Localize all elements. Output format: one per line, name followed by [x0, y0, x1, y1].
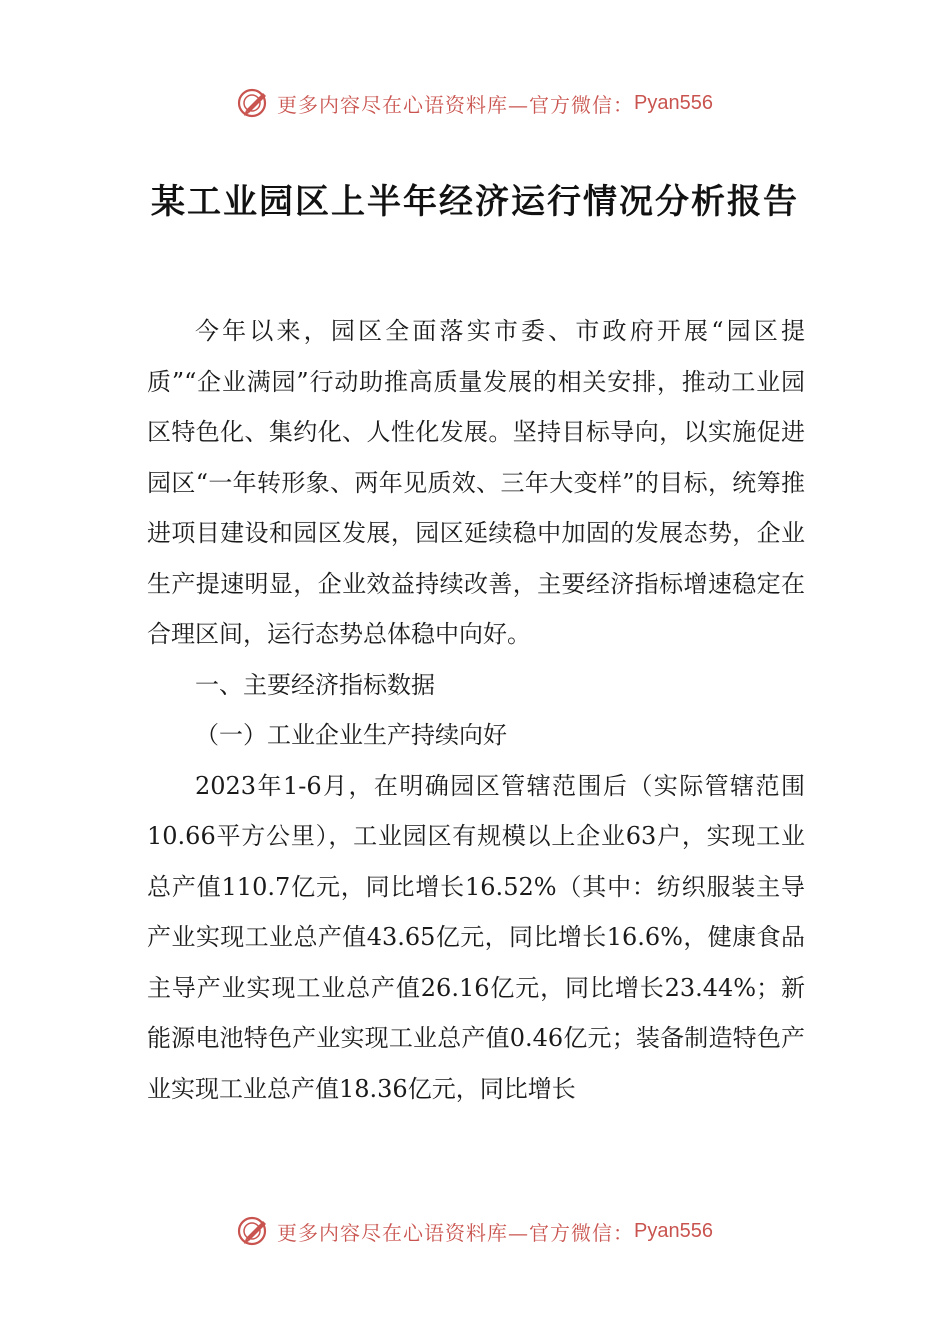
watermark-text: 更多内容尽在心语资料库—官方微信：	[277, 92, 635, 117]
pen-logo-icon	[237, 86, 271, 120]
document-title: 某工业园区上半年经济运行情况分析报告	[151, 182, 799, 222]
intro-paragraph: 今年以来，园区全面落实市委、市政府开展“园区提质”“企业满园”行动助推高质量发展的相关安排，推动工业园区特色化、集约化、人性化发展。坚持目标导向，以实施促进园区“一年转形象、两年见质效、三年大变样”的目标，统筹推进项目建设和园区发展，园区延续稳中加固的发展态势，企业生产提速明显，企业效益持续改善，主要经济指标增速稳定在合理区间，运行态势总体稳中向好。	[147, 317, 805, 648]
watermark-banner-top	[0, 83, 950, 123]
section-heading-1: 一、主要经济指标数据	[195, 670, 435, 699]
watermark-banner-bottom	[0, 1211, 950, 1251]
pen-logo-icon	[237, 1214, 271, 1248]
document-body	[147, 306, 805, 1114]
body-paragraph: 2023年1-6月，在明确园区管辖范围后（实际管辖范围10.66平方公里），工业园区有规模以上企业63户，实现工业总产值110.7亿元，同比增长16.52%（其中：纺织服装主导产业实现工业总产值43.65亿元，同比增长16.6%，健康食品主导产业实现工业总产值26.16亿元，同比增长23.44%；新能源电池特色产业实现工业总产值0.46亿元；装备制造特色产业实现工业总产值18.36亿元，同比增长	[147, 771, 805, 1103]
watermark-text: 更多内容尽在心语资料库—官方微信：	[277, 1220, 635, 1245]
watermark-wechat-id: Pyan556	[634, 1219, 713, 1242]
section-heading-2: （一）工业企业生产持续向好	[195, 721, 507, 749]
watermark-wechat-id: Pyan556	[634, 91, 713, 114]
